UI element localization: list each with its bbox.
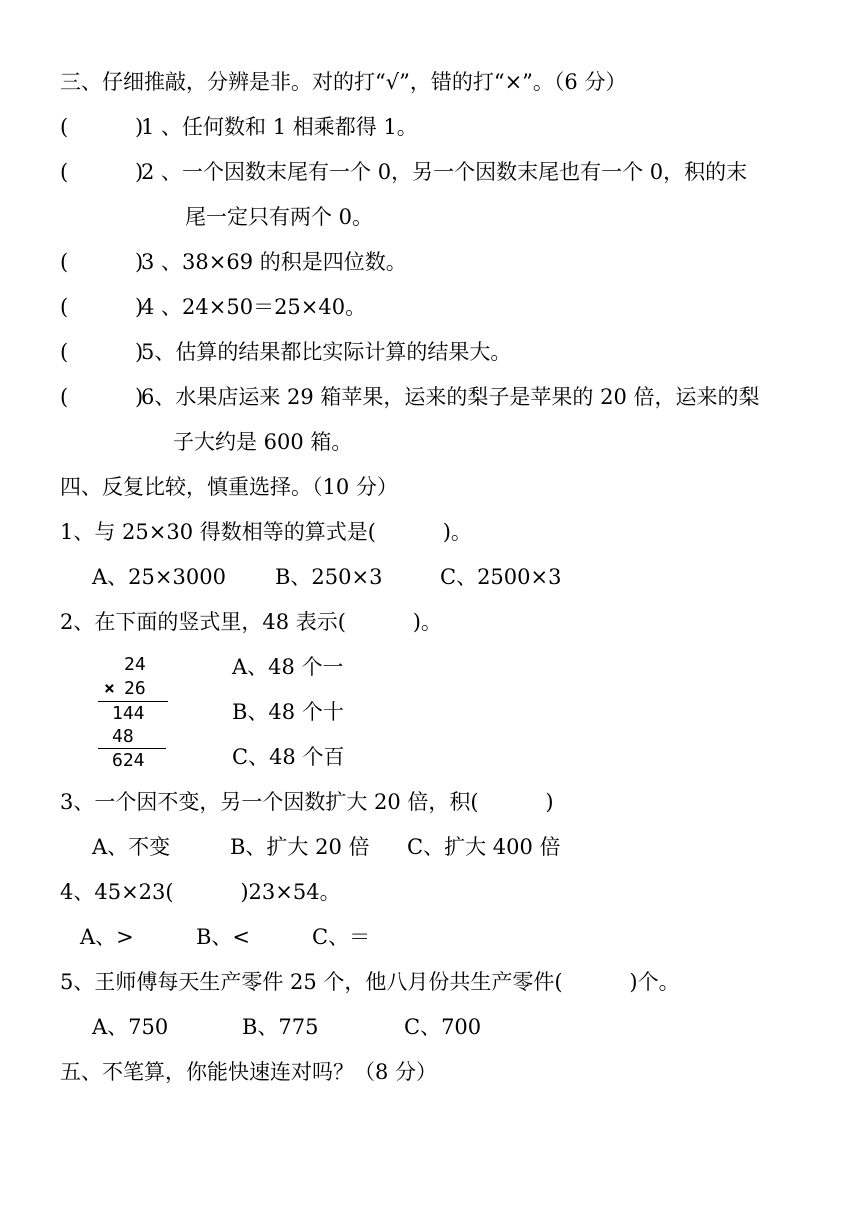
q1-option-c[interactable]: C、2500×3 [440,565,562,589]
judge-item-4: 4 、24×50＝25×40。 [141,295,367,319]
multiply-sign: × [104,678,115,699]
section-3-title: 三、仔细推敲，分辨是非。对的打“√”，错的打“×”。（6 分） [60,70,627,94]
judge-item-6: 6、水果店运来 29 箱苹果，运来的梨子是苹果的 20 倍，运来的梨 [141,385,760,409]
section-4-title: 四、反复比较，慎重选择。（10 分） [60,475,398,499]
question-4: 4、45×23( )23×54。 [60,880,341,904]
q1-option-b[interactable]: B、250×3 [275,565,383,589]
judge-item-2: 2 、一个因数末尾有一个 0，另一个因数末尾也有一个 0，积的末 [141,160,748,184]
judge-item-2-continued: 尾一定只有两个 0。 [185,205,374,229]
q1-option-a[interactable]: A、25×3000 [92,565,226,589]
q2-option-a[interactable]: A、48 个一 [232,655,344,679]
multiplicand: 24 [124,654,146,675]
q4-option-c[interactable]: C、＝ [312,925,371,949]
answer-blank-6[interactable]: ( ) [60,385,144,409]
judge-item-6-continued: 子大约是 600 箱。 [173,430,353,454]
q5-option-c[interactable]: C、700 [404,1015,482,1039]
multiplier: 26 [124,678,146,699]
q5-option-b[interactable]: B、775 [242,1015,319,1039]
answer-blank-1[interactable]: ( ) [60,115,144,139]
q3-option-a[interactable]: A、不变 [92,835,171,859]
vertical-multiplication [98,654,172,774]
answer-blank-5[interactable]: ( ) [60,340,144,364]
question-3: 3、一个因不变，另一个因数扩大 20 倍，积( ) [60,790,554,814]
q3-option-b[interactable]: B、扩大 20 倍 [230,835,370,859]
q4-option-a[interactable]: A、> [80,925,134,949]
partial-product-2: 48 [112,726,134,747]
q4-option-b[interactable]: B、< [196,925,251,949]
question-1: 1、与 25×30 得数相等的算式是( )。 [60,520,472,544]
calc-rule-2 [98,748,166,749]
q3-option-c[interactable]: C、扩大 400 倍 [407,835,561,859]
q2-option-c[interactable]: C、48 个百 [232,745,345,769]
calc-rule-1 [98,701,168,702]
partial-product-1: 144 [112,703,145,724]
question-5: 5、王师傅每天生产零件 25 个，他八月份共生产零件( )个。 [60,970,680,994]
q5-option-a[interactable]: A、750 [92,1015,169,1039]
judge-item-5: 5、估算的结果都比实际计算的结果大。 [141,340,512,364]
section-5-title: 五、不笔算，你能快速连对吗？（8 分） [60,1060,438,1084]
final-product: 624 [112,750,145,771]
question-2: 2、在下面的竖式里，48 表示( )。 [60,610,442,634]
answer-blank-2[interactable]: ( ) [60,160,144,184]
answer-blank-3[interactable]: ( ) [60,250,144,274]
judge-item-3: 3 、38×69 的积是四位数。 [141,250,407,274]
judge-item-1: 1 、任何数和 1 相乘都得 1。 [141,115,418,139]
q2-option-b[interactable]: B、48 个十 [232,700,344,724]
answer-blank-4[interactable]: ( ) [60,295,144,319]
